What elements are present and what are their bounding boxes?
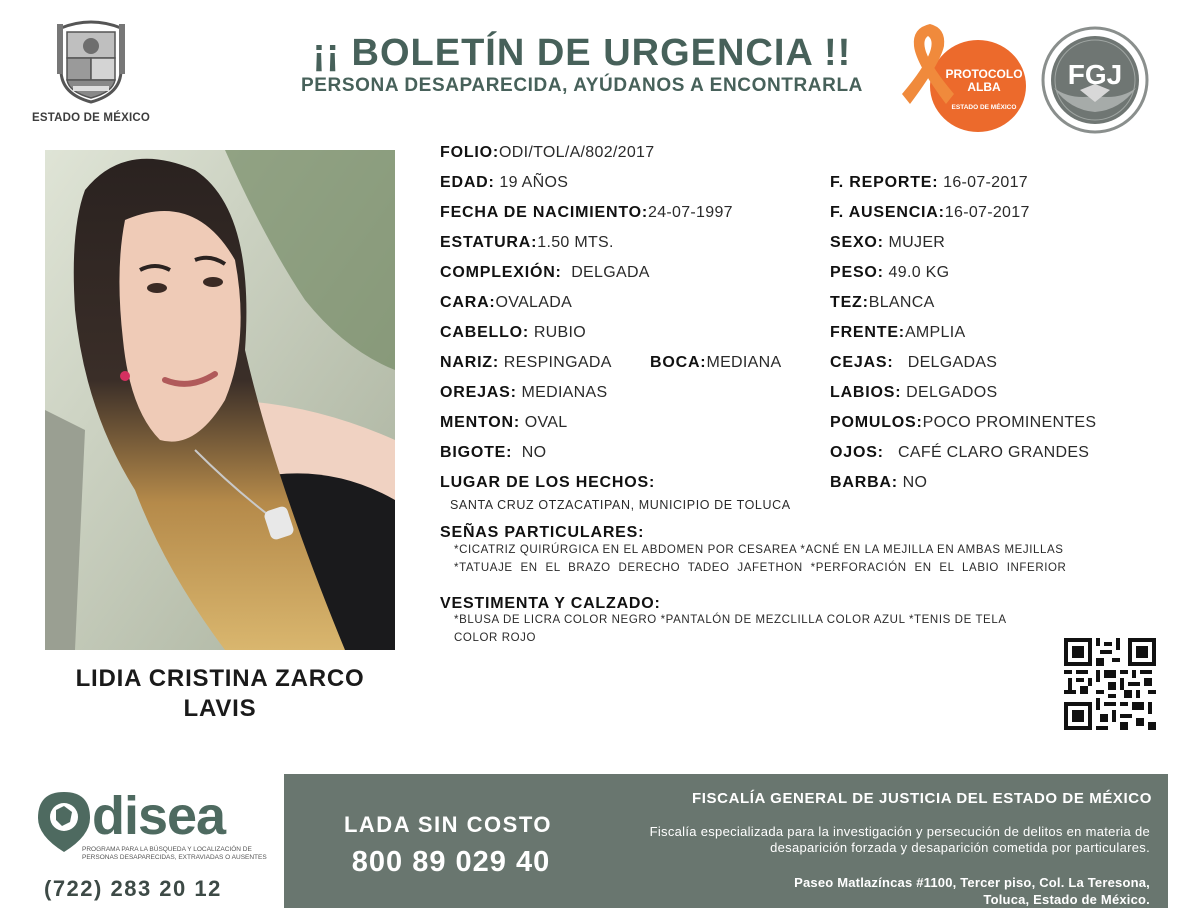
fgj-address bbox=[598, 874, 1150, 908]
field-folio: FOLIO:ODI/TOL/A/802/2017 bbox=[440, 144, 655, 161]
vestimenta-line2: COLOR ROJO bbox=[454, 632, 537, 644]
protocolo-alba-logo bbox=[900, 20, 1030, 132]
field-sexo: SEXO: MUJER bbox=[830, 234, 946, 251]
bulletin-title: ¡¡ BOLETÍN DE URGENCIA !! bbox=[312, 32, 852, 74]
odisea-phone: (722) 283 20 12 bbox=[44, 876, 222, 901]
senas-line2: *TATUAJE EN EL BRAZO DERECHO TADEO JAFETHON *PERFORACIÓN EN EL LABIO INFERIOR bbox=[454, 562, 1067, 574]
alba-line1: PROTOCOLO bbox=[945, 67, 1023, 81]
odisea-word: disea bbox=[92, 786, 226, 846]
field-cara: CARA:OVALADA bbox=[440, 294, 573, 311]
field-orejas: OREJAS: MEDIANAS bbox=[440, 384, 608, 401]
field-ausencia: F. AUSENCIA:16-07-2017 bbox=[830, 204, 1030, 221]
field-menton: MENTON: OVAL bbox=[440, 414, 568, 431]
field-edad: EDAD: 19 AÑOS bbox=[440, 174, 569, 191]
alba-title bbox=[944, 68, 1024, 94]
fgj-seal-icon bbox=[1040, 26, 1150, 134]
senas-line1: *CICATRIZ QUIRÚRGICA EN EL ABDOMEN POR CESAREA *ACNÉ EN LA MEJILLA EN AMBAS MEJILLAS bbox=[454, 544, 1064, 556]
alba-line2: ALBA bbox=[967, 80, 1001, 94]
field-peso: PESO: 49.0 KG bbox=[830, 264, 950, 281]
field-cabello: CABELLO: RUBIO bbox=[440, 324, 586, 341]
senas-heading: SEÑAS PARTICULARES: bbox=[440, 524, 645, 541]
fgj-logo-text: FGJ bbox=[1067, 59, 1123, 90]
field-frente: FRENTE:AMPLIA bbox=[830, 324, 966, 341]
bulletin-subtitle: PERSONA DESAPARECIDA, AYÚDANOS A ENCONTRARLA bbox=[301, 75, 863, 96]
coat-of-arms-icon bbox=[53, 18, 129, 104]
vestimenta-heading: VESTIMENTA Y CALZADO: bbox=[440, 595, 661, 612]
alba-state: ESTADO DE MÉXICO bbox=[951, 104, 1017, 111]
lada-number: 800 89 029 40 bbox=[351, 846, 551, 878]
field-lugar-value: SANTA CRUZ OTZACATIPAN, MUNICIPIO DE TOLUCA bbox=[450, 498, 791, 512]
field-nacimiento: FECHA DE NACIMIENTO:24-07-1997 bbox=[440, 204, 733, 221]
fgj-title: FISCALÍA GENERAL DE JUSTICIA DEL ESTADO DE MÉXICO bbox=[692, 790, 1152, 807]
field-nariz: NARIZ: RESPINGADA bbox=[440, 354, 612, 371]
fgj-description: Fiscalía especializada para la investigación y persecución de delitos en materia de desaparición forzada y desaparición cometida por particulares. bbox=[649, 824, 1150, 855]
state-label: ESTADO DE MÉXICO bbox=[32, 112, 150, 124]
lada-label: LADA SIN COSTO bbox=[343, 812, 552, 837]
person-name-line2: LAVIS bbox=[183, 695, 257, 722]
field-pomulos: POMULOS:POCO PROMINENTES bbox=[830, 414, 1097, 431]
field-complexion: COMPLEXIÓN: DELGADA bbox=[440, 264, 650, 281]
portrait-image bbox=[45, 150, 395, 650]
field-tez: TEZ:BLANCA bbox=[830, 294, 935, 311]
field-cejas: CEJAS: DELGADAS bbox=[830, 354, 998, 371]
qr-code-icon bbox=[1064, 638, 1156, 730]
awareness-ribbon-icon bbox=[900, 20, 960, 110]
odisea-logo bbox=[34, 786, 274, 878]
fgj-seal bbox=[1040, 26, 1150, 134]
field-bigote: BIGOTE: NO bbox=[440, 444, 547, 461]
estado-de-mexico-logo bbox=[28, 18, 154, 130]
field-estatura: ESTATURA:1.50 MTS. bbox=[440, 234, 614, 251]
person-name-line1: LIDIA CRISTINA ZARCO bbox=[75, 665, 365, 692]
vestimenta-line1: *BLUSA DE LICRA COLOR NEGRO *PANTALÓN DE MEZCLILLA COLOR AZUL *TENIS DE TELA bbox=[454, 614, 1007, 626]
field-barba: BARBA: NO bbox=[830, 474, 928, 491]
field-lugar-label: LUGAR DE LOS HECHOS: bbox=[440, 474, 656, 491]
field-boca: BOCA:MEDIANA bbox=[650, 354, 782, 371]
odisea-description: PROGRAMA PARA LA BÚSQUEDA Y LOCALIZACIÓN DE PERSONAS DESAPARECIDAS, EXTRAVIADAS O AUSENTES bbox=[82, 846, 267, 861]
map-pin-logo-icon bbox=[34, 790, 94, 854]
field-reporte: F. REPORTE: 16-07-2017 bbox=[830, 174, 1028, 191]
person-name bbox=[40, 664, 400, 724]
fgj-address-line1: Paseo Matlazíncas #1100, Tercer piso, Col. La Teresona, bbox=[794, 875, 1150, 890]
fgj-address-line2: Toluca, Estado de México. bbox=[983, 892, 1150, 907]
missing-person-photo bbox=[45, 150, 395, 650]
field-ojos: OJOS: CAFÉ CLARO GRANDES bbox=[830, 444, 1090, 461]
field-labios: LABIOS: DELGADOS bbox=[830, 384, 998, 401]
